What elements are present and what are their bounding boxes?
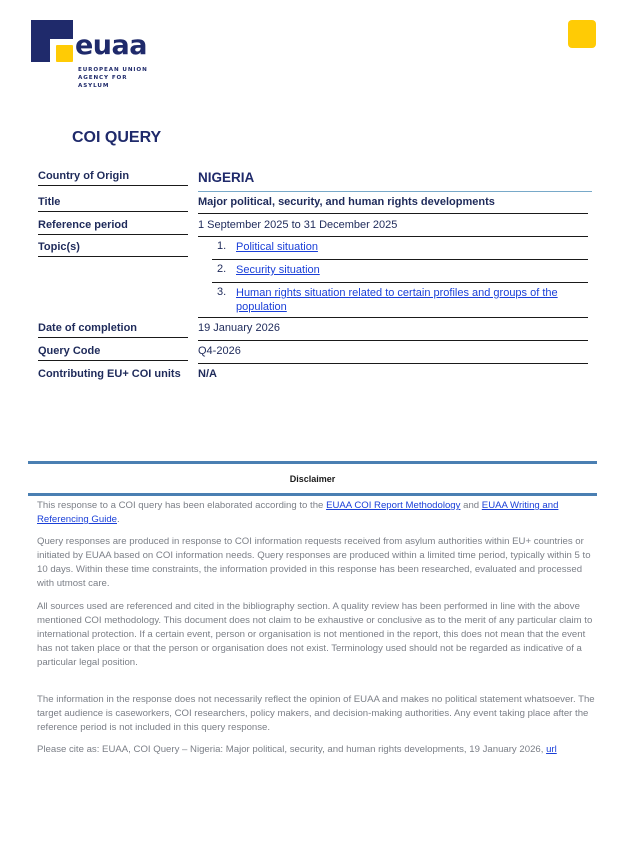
citation-text: Please cite as: EUAA, COI Query – Nigeria: Major political, security, and human rights developments, 19 January 2026, (37, 744, 547, 755)
yellow-square-icon (568, 20, 596, 48)
writing-guide-link[interactable]: EUAA Writing and Referencing Guide (37, 500, 559, 525)
reference-period-label: Reference period (38, 219, 188, 235)
topic-divider (212, 282, 588, 283)
coi-methodology-link[interactable]: EUAA COI Report Methodology (326, 500, 461, 511)
euaa-logo (31, 20, 161, 89)
query-code-label: Query Code (38, 345, 188, 361)
topic-number: 1. (217, 240, 227, 252)
logo-wordmark: euaa (75, 30, 147, 61)
topics-label: Topic(s) (38, 241, 188, 257)
disclaimer-text: This response to a COI query has been elaborated according to the (37, 500, 327, 511)
query-code-value: Q4-2026 (198, 345, 241, 357)
completion-value: 19 January 2026 (198, 322, 280, 334)
disclaimer-paragraph-citation (37, 743, 597, 757)
period-divider (198, 236, 588, 237)
euaa-logo-mark-icon (31, 20, 73, 62)
country-value: NIGERIA (198, 170, 255, 185)
topic-number: 2. (217, 263, 227, 275)
disclaimer-bottom-bar (28, 493, 597, 496)
country-divider (198, 191, 592, 192)
topic-link-political[interactable]: Political situation (236, 241, 318, 253)
disclaimer-paragraph-sources: All sources used are referenced and cited in the bibliography section. A quality review has been performed in line with the above mentioned COI methodology. This document does not claim to be exhaustive or conclusive as to the merit of any particular claim to international protection. If a certain event, person or organisation is not mentioned in the report, this does not mean that the event has not taken place or that the person or organisation does not exist. Terminology used should not be regarded as indicative of a particular legal position. (37, 601, 593, 668)
topic-link-human-rights[interactable]: Human rights situation related to certain profiles and groups of the population (236, 287, 558, 313)
topic-number: 3. (217, 286, 227, 298)
completion-label: Date of completion (38, 322, 188, 338)
reference-period-value: 1 September 2025 to 31 December 2025 (198, 219, 398, 231)
completion-divider (198, 340, 588, 341)
disclaimer-paragraph-methodology (37, 499, 597, 527)
document-title: COI QUERY (72, 129, 162, 146)
logo-subtitle-line1: EUROPEAN UNION (78, 67, 148, 73)
disclaimer-heading: Disclaimer (289, 474, 336, 484)
country-label: Country of Origin (38, 170, 188, 186)
title-label: Title (38, 196, 188, 212)
logo-subtitle (78, 66, 161, 90)
title-divider (198, 213, 588, 214)
topic-divider (212, 259, 588, 260)
title-value: Major political, security, and human rights developments (198, 196, 495, 208)
disclaimer-text: and (460, 500, 482, 511)
contributing-units-value: N/A (198, 368, 217, 380)
disclaimer-top-bar (28, 461, 597, 464)
topic-link-security[interactable]: Security situation (236, 264, 320, 276)
logo-subtitle-line2: AGENCY FOR ASYLUM (78, 75, 128, 89)
topics-divider (198, 317, 588, 318)
disclaimer-paragraph-opinion: The information in the response does not necessarily reflect the opinion of EUAA and makes no political statement whatsoever. The target audience is caseworkers, COI researchers, policy makers, and decision-making authorities. Any event taking place after the reference period is not included in this query response. (37, 694, 595, 733)
code-divider (198, 363, 588, 364)
disclaimer-text: . (117, 514, 120, 525)
citation-url-link[interactable]: url (546, 744, 557, 755)
disclaimer-paragraph-production: Query responses are produced in response to COI information requests received from asylum authorities within EU+ countries or initiated by EUAA based on COI information needs. Query responses are produced within a limited time period, typically within 5 to 10 days. Within these time constraints, the information provided in this response has been researched, evaluated and processed with utmost care. (37, 536, 591, 589)
contributing-units-label: Contributing EU+ COI units (38, 368, 181, 380)
